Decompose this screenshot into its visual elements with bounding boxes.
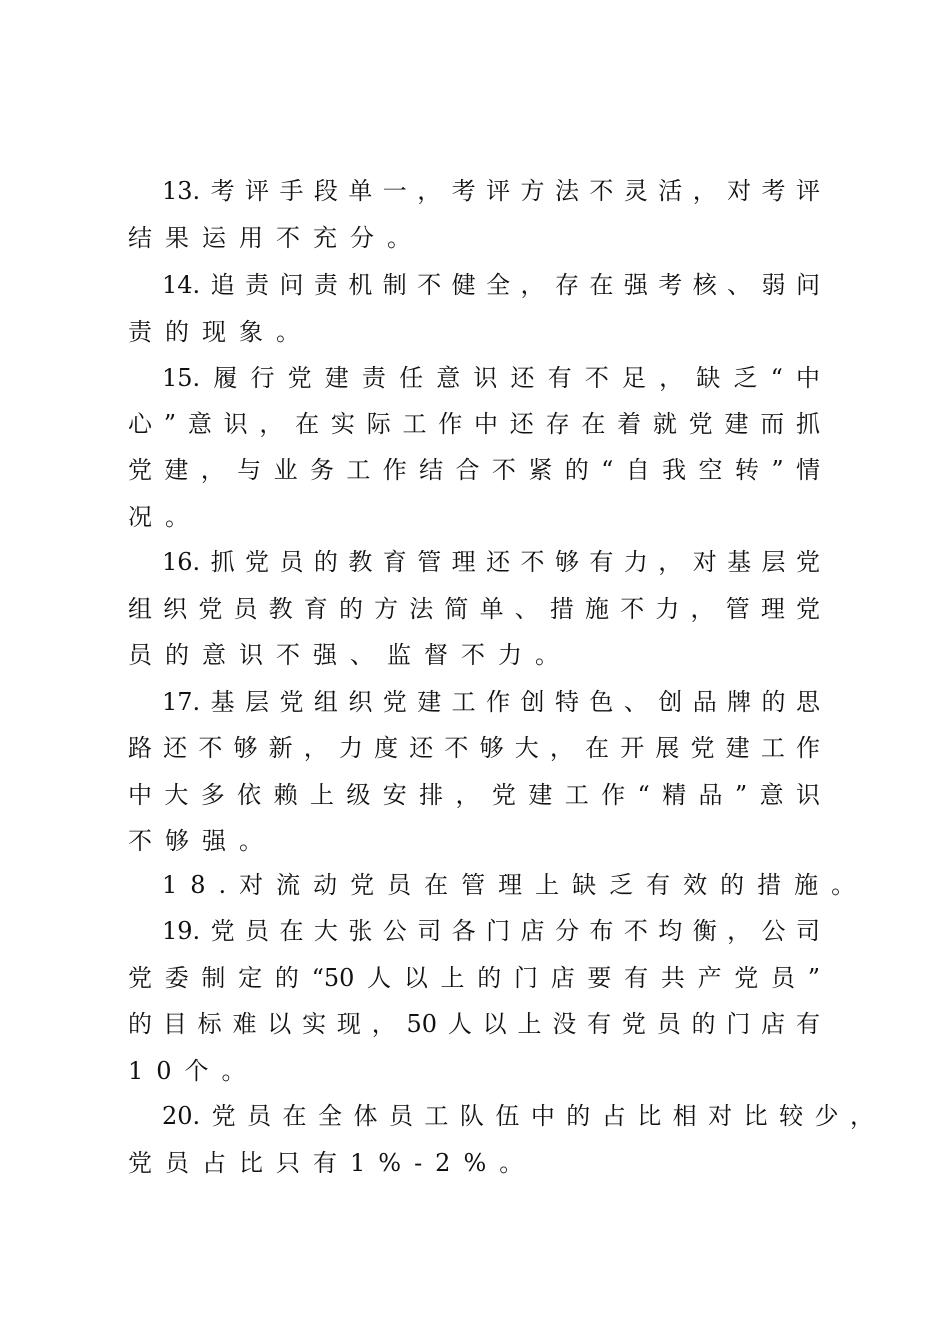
paragraph-line: 14.追责问责机制不健全，存在强考核、弱问: [162, 271, 820, 299]
paragraph-line: 18.对流动党员在管理上缺乏有效的措施。: [162, 871, 869, 899]
paragraph-line: 党建，与业务工作结合不紧的“自我空转”情: [128, 456, 820, 484]
paragraph-line: 15.履行党建责任意识还有不足，缺乏“中: [162, 364, 820, 392]
paragraph-line: 党委制定的“50人以上的门店要有共产党员”: [128, 964, 820, 992]
paragraph-line: 16.抓党员的教育管理还不够有力，对基层党: [162, 548, 820, 576]
paragraph-line: 19.党员在大张公司各门店分布不均衡，公司: [162, 917, 820, 945]
paragraph-line: 的目标难以实现，50人以上没有党员的门店有: [128, 1010, 820, 1038]
paragraph-line: 组织党员教育的方法简单、措施不力，管理党: [128, 595, 820, 623]
paragraph-line: 心”意识，在实际工作中还存在着就党建而抓: [128, 410, 820, 438]
paragraph-line: 结果运用不充分。: [128, 224, 424, 252]
paragraph-line: 责的现象。: [128, 318, 313, 346]
paragraph-line: 10个。: [128, 1057, 259, 1085]
paragraph-line: 不够强。: [128, 827, 276, 855]
paragraph-line: 党员占比只有1%-2%。: [128, 1149, 537, 1177]
paragraph-line: 中大多依赖上级安排，党建工作“精品”意识: [128, 781, 820, 809]
paragraph-line: 路还不够新，力度还不够大，在开展党建工作: [128, 734, 820, 762]
paragraph-line: 13.考评手段单一，考评方法不灵活，对考评: [162, 177, 820, 205]
paragraph-line: 况。: [128, 503, 202, 531]
paragraph-line: 员的意识不强、监督不力。: [128, 641, 572, 669]
paragraph-line: 17.基层党组织党建工作创特色、创品牌的思: [162, 688, 820, 716]
paragraph-line: 20.党员在全体员工队伍中的占比相对比较少，: [162, 1102, 874, 1130]
